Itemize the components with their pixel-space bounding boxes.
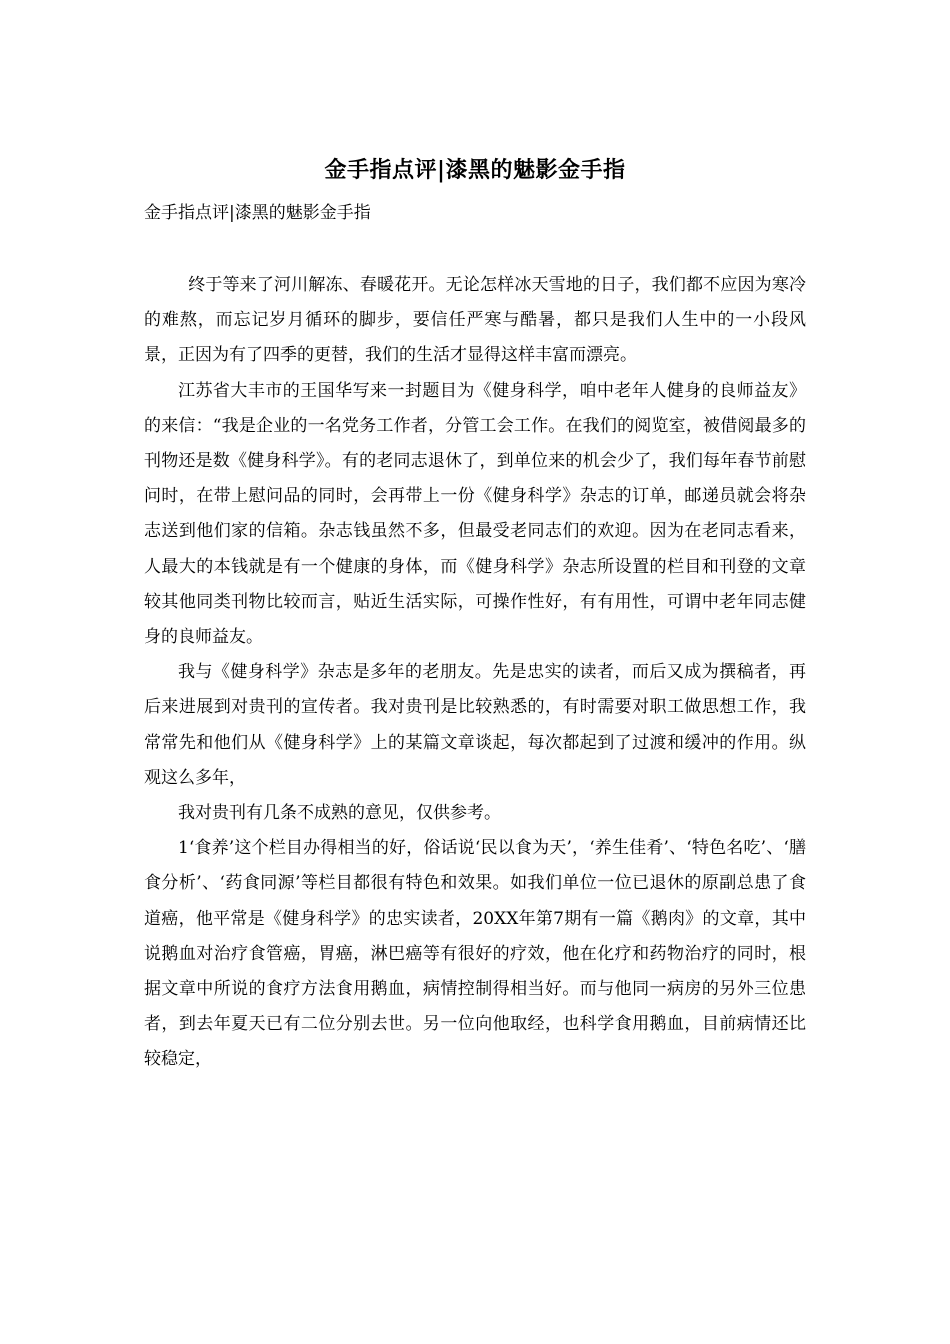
document-title: 金手指点评|漆黑的魅影金手指 <box>324 157 626 183</box>
document-subtitle: 金手指点评|漆黑的魅影金手指 <box>144 203 371 223</box>
body-paragraph: 终于等来了河川解冻、春暖花开。无论怎样冰天雪地的日子，我们都不应因为寒冷的难熬，而忘记岁月循环的脚步，要信任严寒与酷暑，都只是我们人生中的一小段风景，正因为有了四季的更替，我们的生活才显得这样丰富而漂亮。 <box>144 275 806 366</box>
body-paragraph: 我与《健身科学》杂志是多年的老朋友。先是忠实的读者，而后又成为撰稿者，再后来进展到对贵刊的宣传者。我对贵刊是比较熟悉的，有时需要对职工做思想工作，我常常先和他们从《健身科学》上的某篇文章谈起，每次都起到了过渡和缓冲的作用。纵观这么多年， <box>144 662 806 788</box>
body-paragraph: 我对贵刊有几条不成熟的意见，仅供参考。 <box>178 803 501 824</box>
document-body <box>144 268 806 1078</box>
body-paragraph: 1‘食养’这个栏目办得相当的好，俗话说‘民以食为天’，‘养生佳肴’、‘特色名吃’、‘膳食分析’、‘药食同源’等栏目都很有特色和效果。如我们单位一位已退休的原副总患了食道癌，他平常是《健身科学》的忠实读者，20XX年第7期有一篇《鹅肉》的文章，其中说鹅血对治疗食管癌，胃癌，淋巴癌等有很好的疗效，他在化疗和药物治疗的同时，根据文章中所说的食疗方法食用鹅血，病情控制得相当好。而与他同一病房的另外三位患者，到去年夏天已有二位分别去世。另一位向他取经，也科学食用鹅血，目前病情还比较稳定， <box>144 838 806 1070</box>
body-paragraph: 江苏省大丰市的王国华写来一封题目为《健身科学，咱中老年人健身的良师益友》的来信：“我是企业的一名党务工作者，分管工会工作。在我们的阅览室，被借阅最多的刊物还是数《健身科学》。有的老同志退休了，到单位来的机会少了，我们每年春节前慰问时，在带上慰问品的同时，会再带上一份《健身科学》杂志的订单，邮递员就会将杂志送到他们家的信箱。杂志钱虽然不多，但最受老同志们的欢迎。因为在老同志看来，人最大的本钱就是有一个健康的身体，而《健身科学》杂志所设置的栏目和刊登的文章较其他同类刊物比较而言，贴近生活实际，可操作性好，有有用性，可谓中老年同志健身的良师益友。 <box>144 380 806 648</box>
